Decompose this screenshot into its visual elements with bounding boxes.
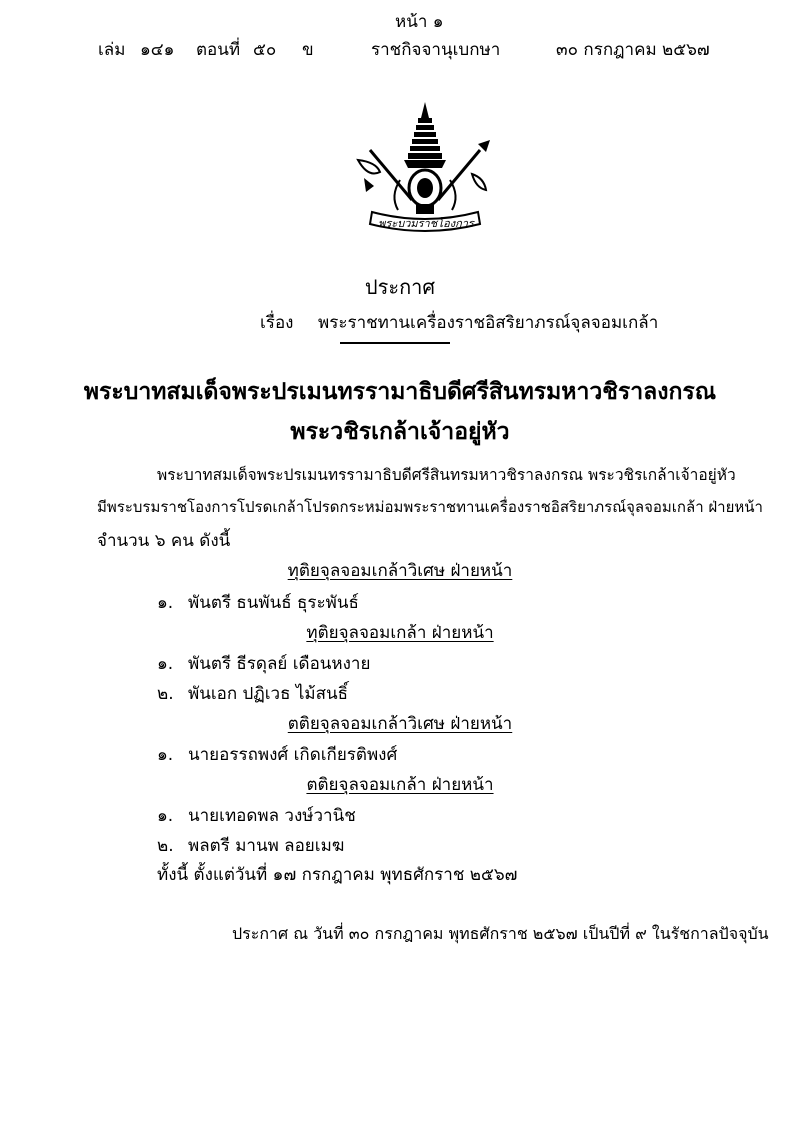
list-item-name: พันตรี ธนพันธ์ ธุระพันธ์	[188, 593, 359, 613]
announcement-title: ประกาศ	[364, 275, 436, 299]
list-item-name: พันตรี ธีรดุลย์ เดือนหงาย	[188, 654, 371, 674]
intro-line-2: มีพระบรมราชโองการโปรดเกล้าโปรดกระหม่อมพระราชทานเครื่องราชอิสริยาภรณ์จุลจอมเกล้า ฝ่ายหน้า	[97, 498, 763, 516]
list-item-number: ๒.	[157, 684, 174, 704]
list-item-number: ๑.	[157, 654, 174, 674]
list-item-number: ๒.	[157, 836, 174, 856]
announcement-date-line: ประกาศ ณ วันที่ ๓๐ กรกฎาคม พุทธศักราช ๒๕๖๗ เป็นปีที่ ๙ ในรัชกาลปัจจุบัน	[232, 924, 769, 943]
section-heading: ตติยจุลจอมเกล้า ฝ่ายหน้า	[306, 775, 494, 795]
subject-text: พระราชทานเครื่องราชอิสริยาภรณ์จุลจอมเกล้า	[318, 313, 659, 333]
list-item-name: นายเทอดพล วงษ์วานิช	[188, 806, 356, 826]
list-item-number: ๑.	[157, 745, 174, 765]
effective-date: ทั้งนี้ ตั้งแต่วันที่ ๑๗ กรกฎาคม พุทธศักราช ๒๕๖๗	[157, 865, 518, 885]
list-item-name: พันเอก ปฏิเวธ ไม้สนธิ์	[188, 684, 349, 704]
list-item-number: ๑.	[157, 593, 174, 613]
list-item-number: ๑.	[157, 806, 174, 826]
king-name-line-1: พระบาทสมเด็จพระปรเมนทรรามาธิบดีศรีสินทรมหาวชิราลงกรณ	[83, 379, 717, 405]
section-heading: ตติยจุลจอมเกล้าวิเศษ ฝ่ายหน้า	[287, 714, 513, 734]
page-number: หน้า ๑	[395, 12, 444, 32]
volume-label: เล่ม	[98, 40, 126, 60]
list-item-name: พลตรี มานพ ลอยเมฆ	[188, 836, 345, 856]
section-type: ข	[302, 40, 314, 60]
section-number: ๕๐	[253, 40, 277, 60]
section-heading: ทุติยจุลจอมเกล้า ฝ่ายหน้า	[306, 623, 494, 643]
king-name-line-2: พระวชิรเกล้าเจ้าอยู่หัว	[290, 419, 510, 445]
header-date: ๓๐ กรกฎาคม ๒๕๖๗	[556, 40, 710, 60]
subject-label: เรื่อง	[260, 313, 294, 333]
section-label: ตอนที่	[196, 40, 241, 60]
emblem-ribbon-text: พระบวมราชโองการ	[378, 217, 474, 230]
section-heading: ทุติยจุลจอมเกล้าวิเศษ ฝ่ายหน้า	[287, 561, 513, 581]
intro-line-1: พระบาทสมเด็จพระปรเมนทรรามาธิบดีศรีสินทรมหาวชิราลงกรณ พระวชิรเกล้าเจ้าอยู่หัว	[157, 466, 736, 484]
intro-line-3: จำนวน ๖ คน ดังนี้	[97, 531, 231, 551]
volume-number: ๑๔๑	[140, 40, 175, 60]
list-item-name: นายอรรถพงศ์ เกิดเกียรติพงศ์	[188, 745, 398, 765]
gazette-name: ราชกิจจานุเบกษา	[371, 40, 501, 60]
divider	[340, 342, 450, 344]
